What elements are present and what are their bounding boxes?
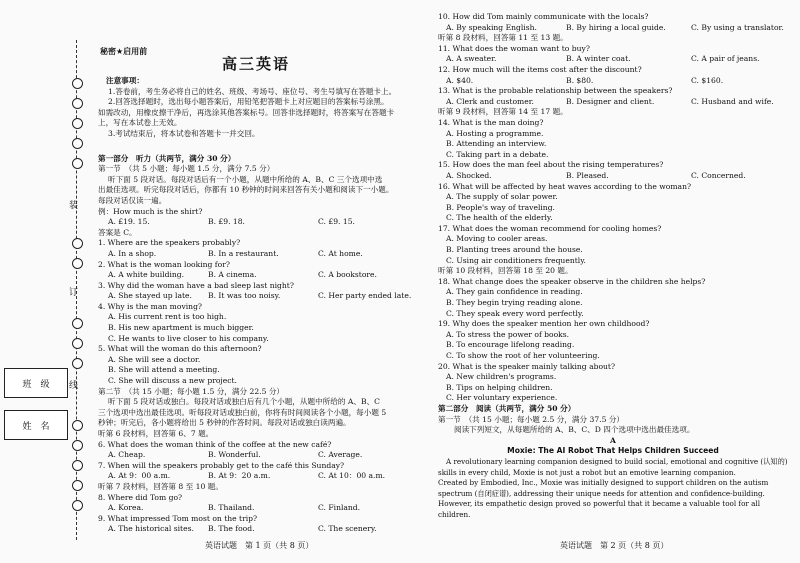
question-options [438, 23, 788, 34]
question-options [92, 270, 417, 281]
question: 8. Where did Tom go? [98, 492, 183, 502]
question-options [92, 524, 417, 535]
option: A. Hosting a programme. [446, 128, 544, 138]
binding-hole [72, 238, 83, 249]
name-field-box[interactable] [4, 410, 68, 440]
option: C. He wants to live closer to his company. [108, 333, 269, 343]
binding-hole [72, 460, 83, 471]
option: A. By speaking English. [446, 22, 537, 32]
question: 3. Why did the woman have a bad sleep last night? [98, 280, 294, 290]
example-question: 例：How much is the shirt? [98, 206, 203, 216]
option: C. Husband and wife. [691, 96, 774, 106]
option: A. £19. 15. [108, 217, 150, 227]
material-line: 听第 6 段材料，回答第 6、7 题。 [98, 429, 214, 438]
part1-title: 第一部分 听力（共两节，满分 30 分） [98, 153, 236, 163]
option: A. They gain confidence in reading. [446, 287, 583, 297]
option: B. At 9：20 a.m. [208, 471, 271, 481]
option: A. Cheap. [108, 450, 146, 460]
option: B. Planting trees around the house. [446, 245, 583, 255]
material-line: 听第 9 段材料，回答第 14 至 17 题。 [438, 107, 568, 117]
question: 17. What does the woman recommend for cooling homes? [438, 223, 662, 233]
option: B. Pleased. [566, 170, 609, 180]
sec1-title: 第一节 （共 5 小题；每小题 1.5 分，满分 7.5 分） [98, 164, 275, 174]
option: C. A pair of jeans. [691, 54, 760, 64]
passage-line: spectrum (自闭症谱), addressing their unique needs for attention and confidence-building. [438, 488, 765, 498]
material-line: 听第 8 段材料，回答第 11 至 13 题。 [438, 33, 568, 43]
example-options [92, 217, 417, 228]
option: B. People's way of traveling. [446, 202, 555, 212]
option: A. Shocked. [446, 170, 492, 180]
passage-letter: A [610, 435, 616, 445]
option: A. Korea. [108, 503, 144, 513]
option: A. Moving to cooler areas. [446, 234, 548, 244]
question: 11. What does the woman want to buy? [438, 43, 590, 53]
material-line: 听第 10 段材料，回答第 18 至 20 题。 [438, 266, 573, 276]
sec2-title: 第二节 （共 15 小题；每小题 1.5 分，满分 22.5 分） [98, 386, 285, 396]
binding-hole [72, 358, 83, 369]
instruction-line: 听下面 5 段对话。每段对话后有一个小题，从题中所给的 A、B、C 三个选项中选 [108, 174, 383, 184]
question: 2. What is the woman looking for? [98, 259, 230, 269]
passage-line: Created by Embodied, Inc., Moxie was initially designed to support children on the autism [438, 478, 769, 488]
option: C. Average. [318, 450, 363, 460]
option: C. They speak every word perfectly. [446, 308, 584, 318]
option: A. A white building. [108, 270, 185, 280]
class-field-box[interactable] [4, 368, 68, 398]
option: C. Finland. [318, 503, 361, 513]
margin-word: 订 [69, 288, 79, 298]
option: B. By hiring a local guide. [566, 22, 666, 32]
question: 13. What is the probable relationship between the speakers? [438, 86, 673, 96]
question-options [92, 471, 417, 482]
option: B. Attending an interview. [446, 139, 547, 149]
option: B. It was too noisy. [208, 291, 281, 301]
notice-line: 2.回答选择题时，选出每小题答案后，用铅笔把答题卡上对应题目的答案标号涂黑。 [108, 97, 389, 107]
question: 7. When will the speakers probably get to the café this Sunday? [98, 460, 345, 470]
margin-word: 装 [69, 201, 79, 211]
binding-hole [72, 440, 83, 451]
binding-hole [72, 480, 83, 491]
option: A. The historical sites. [108, 524, 194, 534]
option: B. Designer and client. [566, 96, 655, 106]
left-column [92, 76, 417, 535]
instruction-line: 出最佳选项。听完每段对话后，你都有 10 秒钟的时间来回答有关小题和阅读下一小题。 [98, 185, 394, 195]
option: B. His new apartment is much bigger. [108, 323, 254, 333]
p2sec1-title: 第一节 （共 15 小题；每小题 2.5 分，满分 37.5 分） [438, 414, 625, 424]
notice-line: 上，写在本试卷上无效。 [98, 118, 182, 128]
passage-line: However, its empathetic design proved so powerful that it became a valuable tool for all [438, 499, 761, 509]
option: C. Concerned. [691, 170, 746, 180]
question: 1. Where are the speakers probably? [98, 238, 241, 248]
option: C. By using a translator. [691, 22, 784, 32]
question: 6. What does the woman think of the coffee at the new café? [98, 439, 332, 449]
passage-title: Moxie: The AI Robot That Helps Children Succeed [507, 446, 719, 456]
option: B. Thailand. [208, 503, 255, 513]
question-options [92, 450, 417, 461]
page-footer: 英语试题 第 1 页（共 8 页） [205, 541, 314, 550]
right-column [438, 12, 788, 521]
margin-word: 线 [69, 381, 79, 391]
binding-hole [72, 78, 83, 89]
option: C. To show the root of her volunteering. [446, 351, 600, 360]
question: 10. How did Tom mainly communicate with the locals? [438, 12, 649, 21]
question: 4. Why is the man moving? [98, 301, 202, 311]
passage-line: children. [438, 509, 471, 519]
instruction-line: 每段对话仅读一遍。 [98, 195, 167, 205]
option: B. The food. [208, 524, 255, 534]
material-line: 听第 7 段材料，回答第 8 至 10 题。 [98, 481, 223, 491]
question: 5. What will the woman do this afternoon? [98, 344, 262, 354]
question-options [438, 54, 788, 65]
option: C. Using air conditioners frequently. [446, 255, 586, 265]
option: A. At 9：00 a.m. [108, 471, 171, 481]
option: A. To stress the power of books. [446, 329, 570, 339]
option: B. To encourage lifelong reading. [446, 340, 575, 350]
option: C. She will discuss a new project. [108, 376, 237, 386]
instruction-line: 三个选项中选出最佳选项。听每段对话或独白前，你将有时间阅读各个小题，每小题 5 [98, 407, 387, 417]
option: C. At 10：00 a.m. [318, 471, 386, 481]
option: A. His current rent is too high. [108, 312, 227, 322]
option: B. Tips on helping children. [446, 382, 553, 392]
option: A. She stayed up late. [108, 291, 192, 301]
passage-line: skills in every child, Moxie is not just a robot but an emotive learning companion. [438, 467, 736, 477]
binding-hole [72, 138, 83, 149]
question-options [92, 291, 417, 302]
question: 18. What change does the speaker observe in the children she helps? [438, 276, 706, 286]
page-footer: 英语试题 第 2 页（共 8 页） [560, 541, 669, 550]
secret-mark: 秘密★启用前 [100, 47, 148, 56]
question-options [92, 249, 417, 260]
class-label: 班 级 [22, 379, 50, 390]
example-answer: 答案是 C。 [98, 227, 137, 237]
option: C. Her party ended late. [318, 291, 412, 301]
option: B. They begin trying reading alone. [446, 298, 583, 308]
option: A. A sweater. [446, 54, 497, 64]
question: 14. What is the man doing? [438, 117, 544, 127]
option: A. $40. [446, 75, 474, 85]
binding-hole [72, 318, 83, 329]
question: 16. What will be affected by heat waves according to the woman? [438, 181, 692, 191]
question-options [438, 97, 788, 108]
option: C. At home. [318, 248, 363, 258]
page-title: 高三英语 [222, 55, 291, 73]
part2-title: 第二部分 阅读（共两节，满分 50 分） [438, 403, 576, 413]
question: 9. What impressed Tom most on the trip? [98, 513, 258, 523]
question-options [438, 76, 788, 87]
option: B. £9. 18. [208, 217, 245, 227]
notice-line: 1.答卷前，考生务必将自己的姓名、班级、考场号、座位号、考生号填写在答题卡上。 [108, 86, 397, 96]
notice-line: 如需改动，用橡皮擦干净后，再选涂其他答案标号。回答非选择题时，将答案写在答题卡 [98, 107, 395, 117]
notice-line: 3.考试结束后，将本试卷和答题卡一并交回。 [108, 128, 260, 138]
instruction-line: 秒钟；听完后，各小题将给出 5 秒钟的作答时间。每段对话或独白读两遍。 [98, 418, 351, 428]
binding-hole [72, 258, 83, 269]
option: A. She will see a doctor. [108, 354, 201, 364]
option: B. A winter coat. [566, 54, 631, 64]
option: C. Taking part in a debate. [446, 149, 549, 159]
binding-hole [72, 420, 83, 431]
question: 12. How much will the items cost after the discount? [438, 64, 642, 74]
question: 19. Why does the speaker mention her own childhood? [438, 319, 650, 329]
option: A. Clerk and customer. [446, 96, 534, 106]
question-options [92, 503, 417, 514]
binding-hole [72, 118, 83, 129]
option: C. The scenery. [318, 524, 377, 534]
binding-hole [72, 158, 83, 169]
option: C. A bookstore. [318, 270, 377, 280]
binding-margin [0, 0, 92, 563]
option: A. The supply of solar power. [446, 192, 558, 202]
question: 20. What is the speaker mainly talking about? [438, 361, 616, 371]
option: C. Her voluntary experience. [446, 393, 558, 403]
instruction-line: 听下面 5 段对话或独白。每段对话或独白后有几个小题，从题中所给的 A、B、C [108, 397, 380, 407]
question-options [438, 171, 788, 182]
binding-hole [72, 98, 83, 109]
question: 15. How does the man feel about the rising temperatures? [438, 160, 664, 170]
option: C. The health of the elderly. [446, 213, 553, 223]
option: B. $80. [566, 75, 594, 85]
option: B. Wonderful. [208, 450, 261, 460]
name-label: 姓 名 [22, 421, 50, 432]
option: C. £9. 15. [318, 217, 355, 227]
binding-hole [72, 500, 83, 511]
notice-title: 注意事项： [106, 76, 144, 85]
option: B. A cinema. [208, 270, 257, 280]
binding-hole [72, 338, 83, 349]
option: B. She will attend a meeting. [108, 365, 220, 375]
instruction-line: 阅读下列短文，从每题所给的 A、B、C、D 四个选项中选出最佳选项。 [454, 425, 695, 435]
option: C. $160. [691, 75, 724, 85]
option: B. In a restaurant. [208, 248, 279, 258]
option: A. In a shop. [108, 248, 157, 258]
option: A. New children's programs. [446, 372, 557, 382]
passage-line: A revolutionary learning companion designed to build social, emotional and cognitive (认知的) [446, 456, 788, 466]
